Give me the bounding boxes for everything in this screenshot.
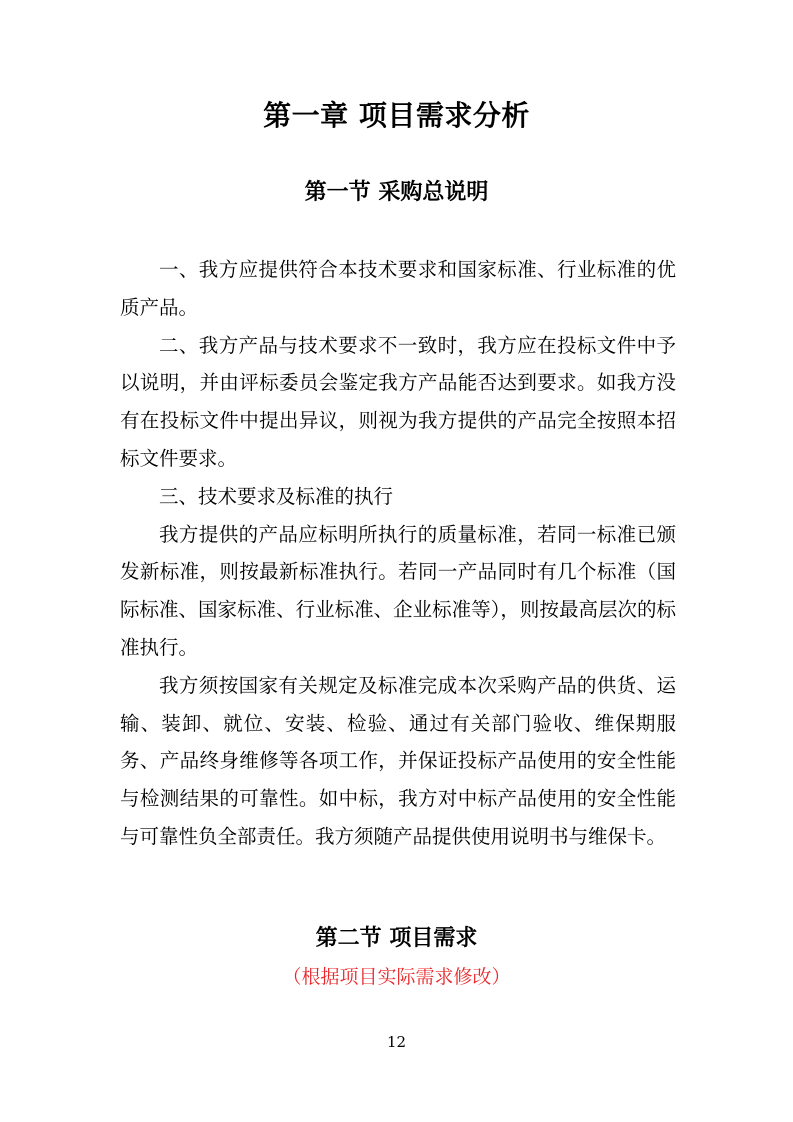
paragraph: 我方提供的产品应标明所执行的质量标准，若同一标准已颁发新标准，则按最新标准执行。若同一产品同时有几个标准（国际标准、国家标准、行业标准、企业标准等），则按最高层次的标准执行。 bbox=[120, 522, 676, 659]
section-note: （根据项目实际需求修改） bbox=[282, 966, 511, 988]
section-body bbox=[120, 251, 676, 856]
paragraph: 我方须按国家有关规定及标准完成本次采购产品的供货、运输、装卸、就位、安装、检验、通过有关部门验收、维保期服务、产品终身维修等各项工作，并保证投标产品使用的安全性能与检测结果的可靠性。如中标，我方对中标产品使用的安全性能与可靠性负全部责任。我方须随产品提供使用说明书与维保卡。 bbox=[120, 673, 676, 848]
section-title-procurement-overview: 第一节 采购总说明 bbox=[304, 179, 489, 205]
paragraph: 二、我方产品与技术要求不一致时，我方应在投标文件中予以说明，并由评标委员会鉴定我方产品能否达到要求。如我方没有在投标文件中提出异议，则视为我方提供的产品完全按照本招标文件要求。 bbox=[120, 333, 676, 470]
paragraph: 三、技术要求及标准的执行 bbox=[159, 484, 394, 508]
section-title-project-requirements: 第二节 项目需求 bbox=[315, 925, 478, 951]
page-number: 12 bbox=[386, 1033, 407, 1051]
chapter-title: 第一章 项目需求分析 bbox=[263, 99, 530, 132]
paragraph: 一、我方应提供符合本技术要求和国家标准、行业标准的优质产品。 bbox=[120, 258, 676, 319]
